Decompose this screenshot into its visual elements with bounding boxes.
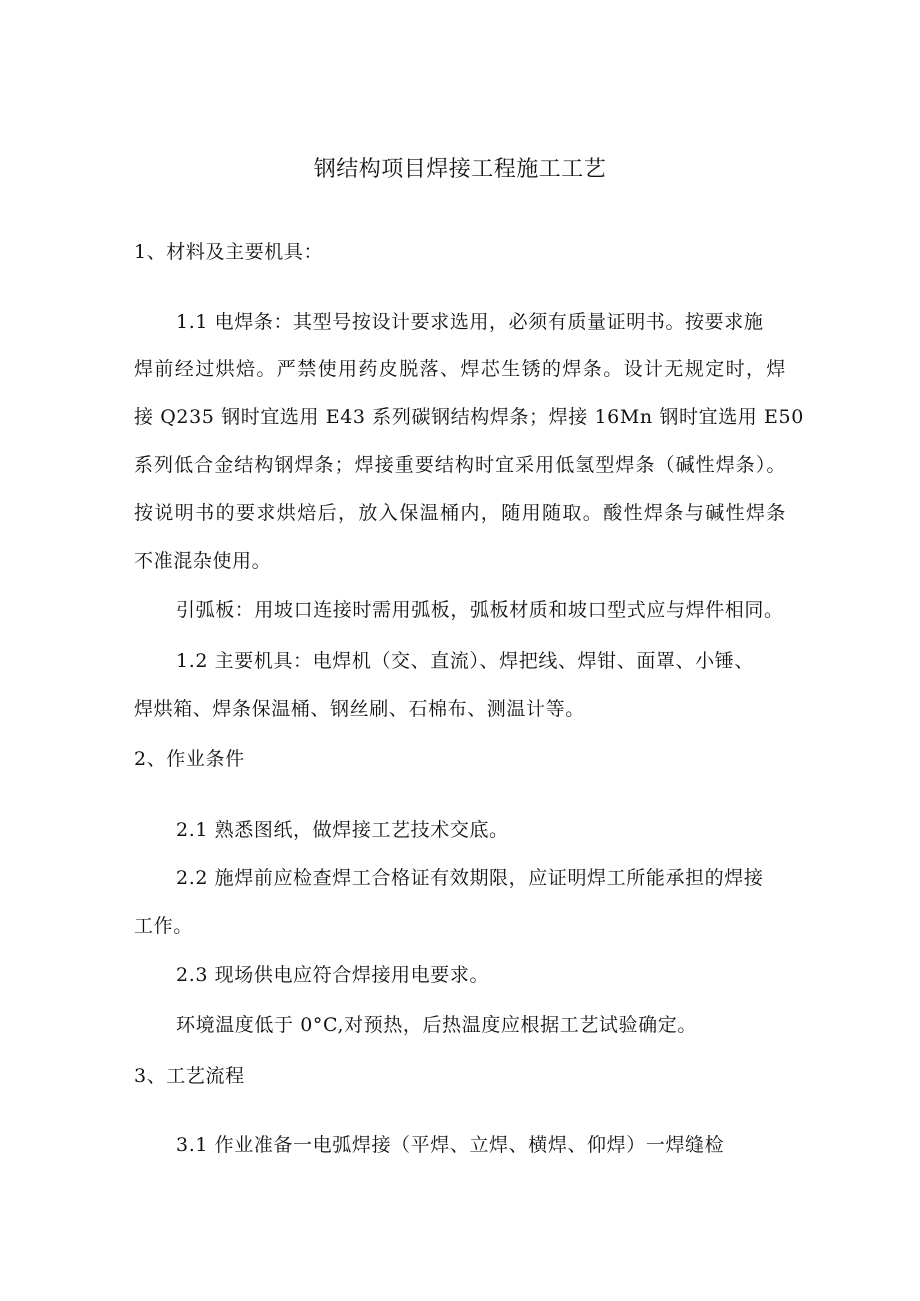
paragraph-line: 不准混杂使用。 — [134, 550, 272, 572]
paragraph-line: 2.1 熟悉图纸，做焊接工艺技术交底。 — [176, 819, 509, 841]
paragraph-line: 工作。 — [134, 915, 193, 937]
paragraph-line: 引弧板：用坡口连接时需用弧板，弧板材质和坡口型式应与焊件相同。 — [176, 599, 784, 621]
paragraph-line: 焊前经过烘焙。严禁使用药皮脱落、焊芯生锈的焊条。设计无规定时，焊 — [134, 358, 786, 380]
paragraph-line: 1.1 电焊条：其型号按设计要求选用，必须有质量证明书。按要求施 — [176, 311, 764, 333]
paragraph-line: 系列低合金结构钢焊条；焊接重要结构时宜采用低氢型焊条（碱性焊条）。 — [134, 454, 786, 476]
section-heading-1: 1、材料及主要机具： — [134, 241, 324, 263]
paragraph-line: 2.2 施焊前应检查焊工合格证有效期限，应证明焊工所能承担的焊接 — [176, 867, 764, 889]
paragraph-line: 按说明书的要求烘焙后，放入保温桶内，随用随取。酸性焊条与碱性焊条 — [134, 502, 786, 524]
paragraph-line: 环境温度低于 0°C,对预热，后热温度应根据工艺试验确定。 — [176, 1014, 697, 1036]
section-heading-2: 2、作业条件 — [134, 748, 245, 770]
paragraph-line: 2.3 现场供电应符合焊接用电要求。 — [176, 964, 490, 986]
paragraph-line: 接 Q235 钢时宜选用 E43 系列碳钢结构焊条；焊接 16Mn 钢时宜选用 E50 — [134, 406, 804, 428]
section-heading-3: 3、工艺流程 — [134, 1065, 245, 1087]
document-title: 钢结构项目焊接工程施工工艺 — [313, 157, 607, 182]
paragraph-line: 1.2 主要机具：电焊机（交、直流）、焊把线、焊钳、面罩、小锤、 — [176, 650, 754, 672]
paragraph-line: 焊烘箱、焊条保温桶、钢丝刷、石棉布、测温计等。 — [134, 698, 585, 720]
paragraph-line: 3.1 作业准备一电弧焊接（平焊、立焊、横焊、仰焊）一焊缝检 — [176, 1134, 725, 1156]
